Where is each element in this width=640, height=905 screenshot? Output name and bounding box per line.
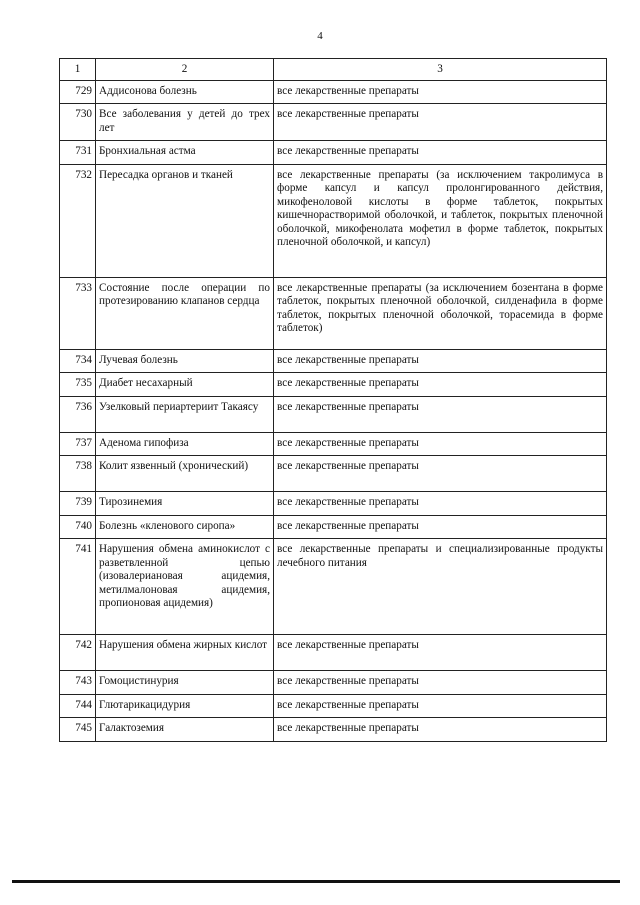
drugs-description: все лекарственные препараты xyxy=(274,456,607,492)
row-number: 737 xyxy=(60,432,96,456)
table-row xyxy=(60,718,607,742)
column-header: 3 xyxy=(274,59,607,81)
disease-name: Бронхиальная астма xyxy=(96,141,274,165)
row-number: 744 xyxy=(60,694,96,718)
disease-name: Нарушения обмена жирных кислот xyxy=(96,635,274,671)
drugs-description: все лекарственные препараты xyxy=(274,671,607,695)
bottom-rule xyxy=(12,880,620,883)
table-row xyxy=(60,432,607,456)
row-number: 734 xyxy=(60,349,96,373)
table-row xyxy=(60,349,607,373)
table-row xyxy=(60,694,607,718)
table-row xyxy=(60,277,607,349)
drugs-description: все лекарственные препараты xyxy=(274,432,607,456)
disease-name: Диабет несахарный xyxy=(96,373,274,397)
column-header: 1 xyxy=(60,59,96,81)
table-row xyxy=(60,492,607,516)
row-number: 732 xyxy=(60,164,96,277)
disease-name: Аденома гипофиза xyxy=(96,432,274,456)
table-row xyxy=(60,104,607,141)
drugs-description: все лекарственные препараты xyxy=(274,373,607,397)
row-number: 729 xyxy=(60,80,96,104)
column-header: 2 xyxy=(96,59,274,81)
table-row xyxy=(60,635,607,671)
drugs-description: все лекарственные препараты xyxy=(274,635,607,671)
disease-name: Узелковый периартериит Такаясу xyxy=(96,396,274,432)
page-number: 4 xyxy=(317,30,323,42)
drugs-description: все лекарственные препараты xyxy=(274,492,607,516)
disease-name: Гомоцистинурия xyxy=(96,671,274,695)
table-row xyxy=(60,141,607,165)
drugs-description: все лекарственные препараты xyxy=(274,694,607,718)
drugs-description: все лекарственные препараты xyxy=(274,80,607,104)
drugs-description: все лекарственные препараты и специализированные продукты лечебного питания xyxy=(274,539,607,635)
table-row xyxy=(60,80,607,104)
drugs-description: все лекарственные препараты xyxy=(274,396,607,432)
disease-name: Пересадка органов и тканей xyxy=(96,164,274,277)
row-number: 738 xyxy=(60,456,96,492)
drugs-description: все лекарственные препараты xyxy=(274,718,607,742)
table-row xyxy=(60,396,607,432)
row-number: 742 xyxy=(60,635,96,671)
row-number: 739 xyxy=(60,492,96,516)
drugs-description: все лекарственные препараты (за исключением такролимуса в форме капсул и капсул пролонгированного действия, микофеноловой кислоты в форме таблеток, покрытых кишечнорастворимой оболочкой, и таблеток, покрытых пленочной оболочкой, микофенолата мофетил в форме таблеток, покрытых пленочной оболочкой, и капсул) xyxy=(274,164,607,277)
disease-name: Болезнь «кленового сиропа» xyxy=(96,515,274,539)
row-number: 745 xyxy=(60,718,96,742)
disease-name: Галактоземия xyxy=(96,718,274,742)
drugs-description: все лекарственные препараты xyxy=(274,141,607,165)
disease-name: Глютарикацидурия xyxy=(96,694,274,718)
row-number: 741 xyxy=(60,539,96,635)
disease-name: Аддисонова болезнь xyxy=(96,80,274,104)
drugs-description: все лекарственные препараты xyxy=(274,349,607,373)
row-number: 733 xyxy=(60,277,96,349)
drugs-description: все лекарственные препараты xyxy=(274,515,607,539)
table-row xyxy=(60,164,607,277)
row-number: 730 xyxy=(60,104,96,141)
row-number: 735 xyxy=(60,373,96,397)
row-number: 743 xyxy=(60,671,96,695)
drugs-description: все лекарственные препараты xyxy=(274,104,607,141)
table-header-row xyxy=(60,59,607,81)
table-row xyxy=(60,373,607,397)
disease-name: Состояние после операции по протезированию клапанов сердца xyxy=(96,277,274,349)
row-number: 740 xyxy=(60,515,96,539)
disease-name: Колит язвенный (хронический) xyxy=(96,456,274,492)
medications-table xyxy=(59,58,607,742)
row-number: 731 xyxy=(60,141,96,165)
disease-name: Нарушения обмена аминокислот с разветвленной цепью (изовалериановая ацидемия, метилмалоновая ацидемия, пропионовая ацидемия) xyxy=(96,539,274,635)
disease-name: Все заболевания у детей до трех лет xyxy=(96,104,274,141)
row-number: 736 xyxy=(60,396,96,432)
table-row xyxy=(60,539,607,635)
drugs-description: все лекарственные препараты (за исключением бозентана в форме таблеток, покрытых пленочной оболочкой, силденафила в форме таблеток, покрытых пленочной оболочкой, торасемида в форме таблеток) xyxy=(274,277,607,349)
table-row xyxy=(60,456,607,492)
table-row xyxy=(60,671,607,695)
table-row xyxy=(60,515,607,539)
disease-name: Лучевая болезнь xyxy=(96,349,274,373)
disease-name: Тирозинемия xyxy=(96,492,274,516)
